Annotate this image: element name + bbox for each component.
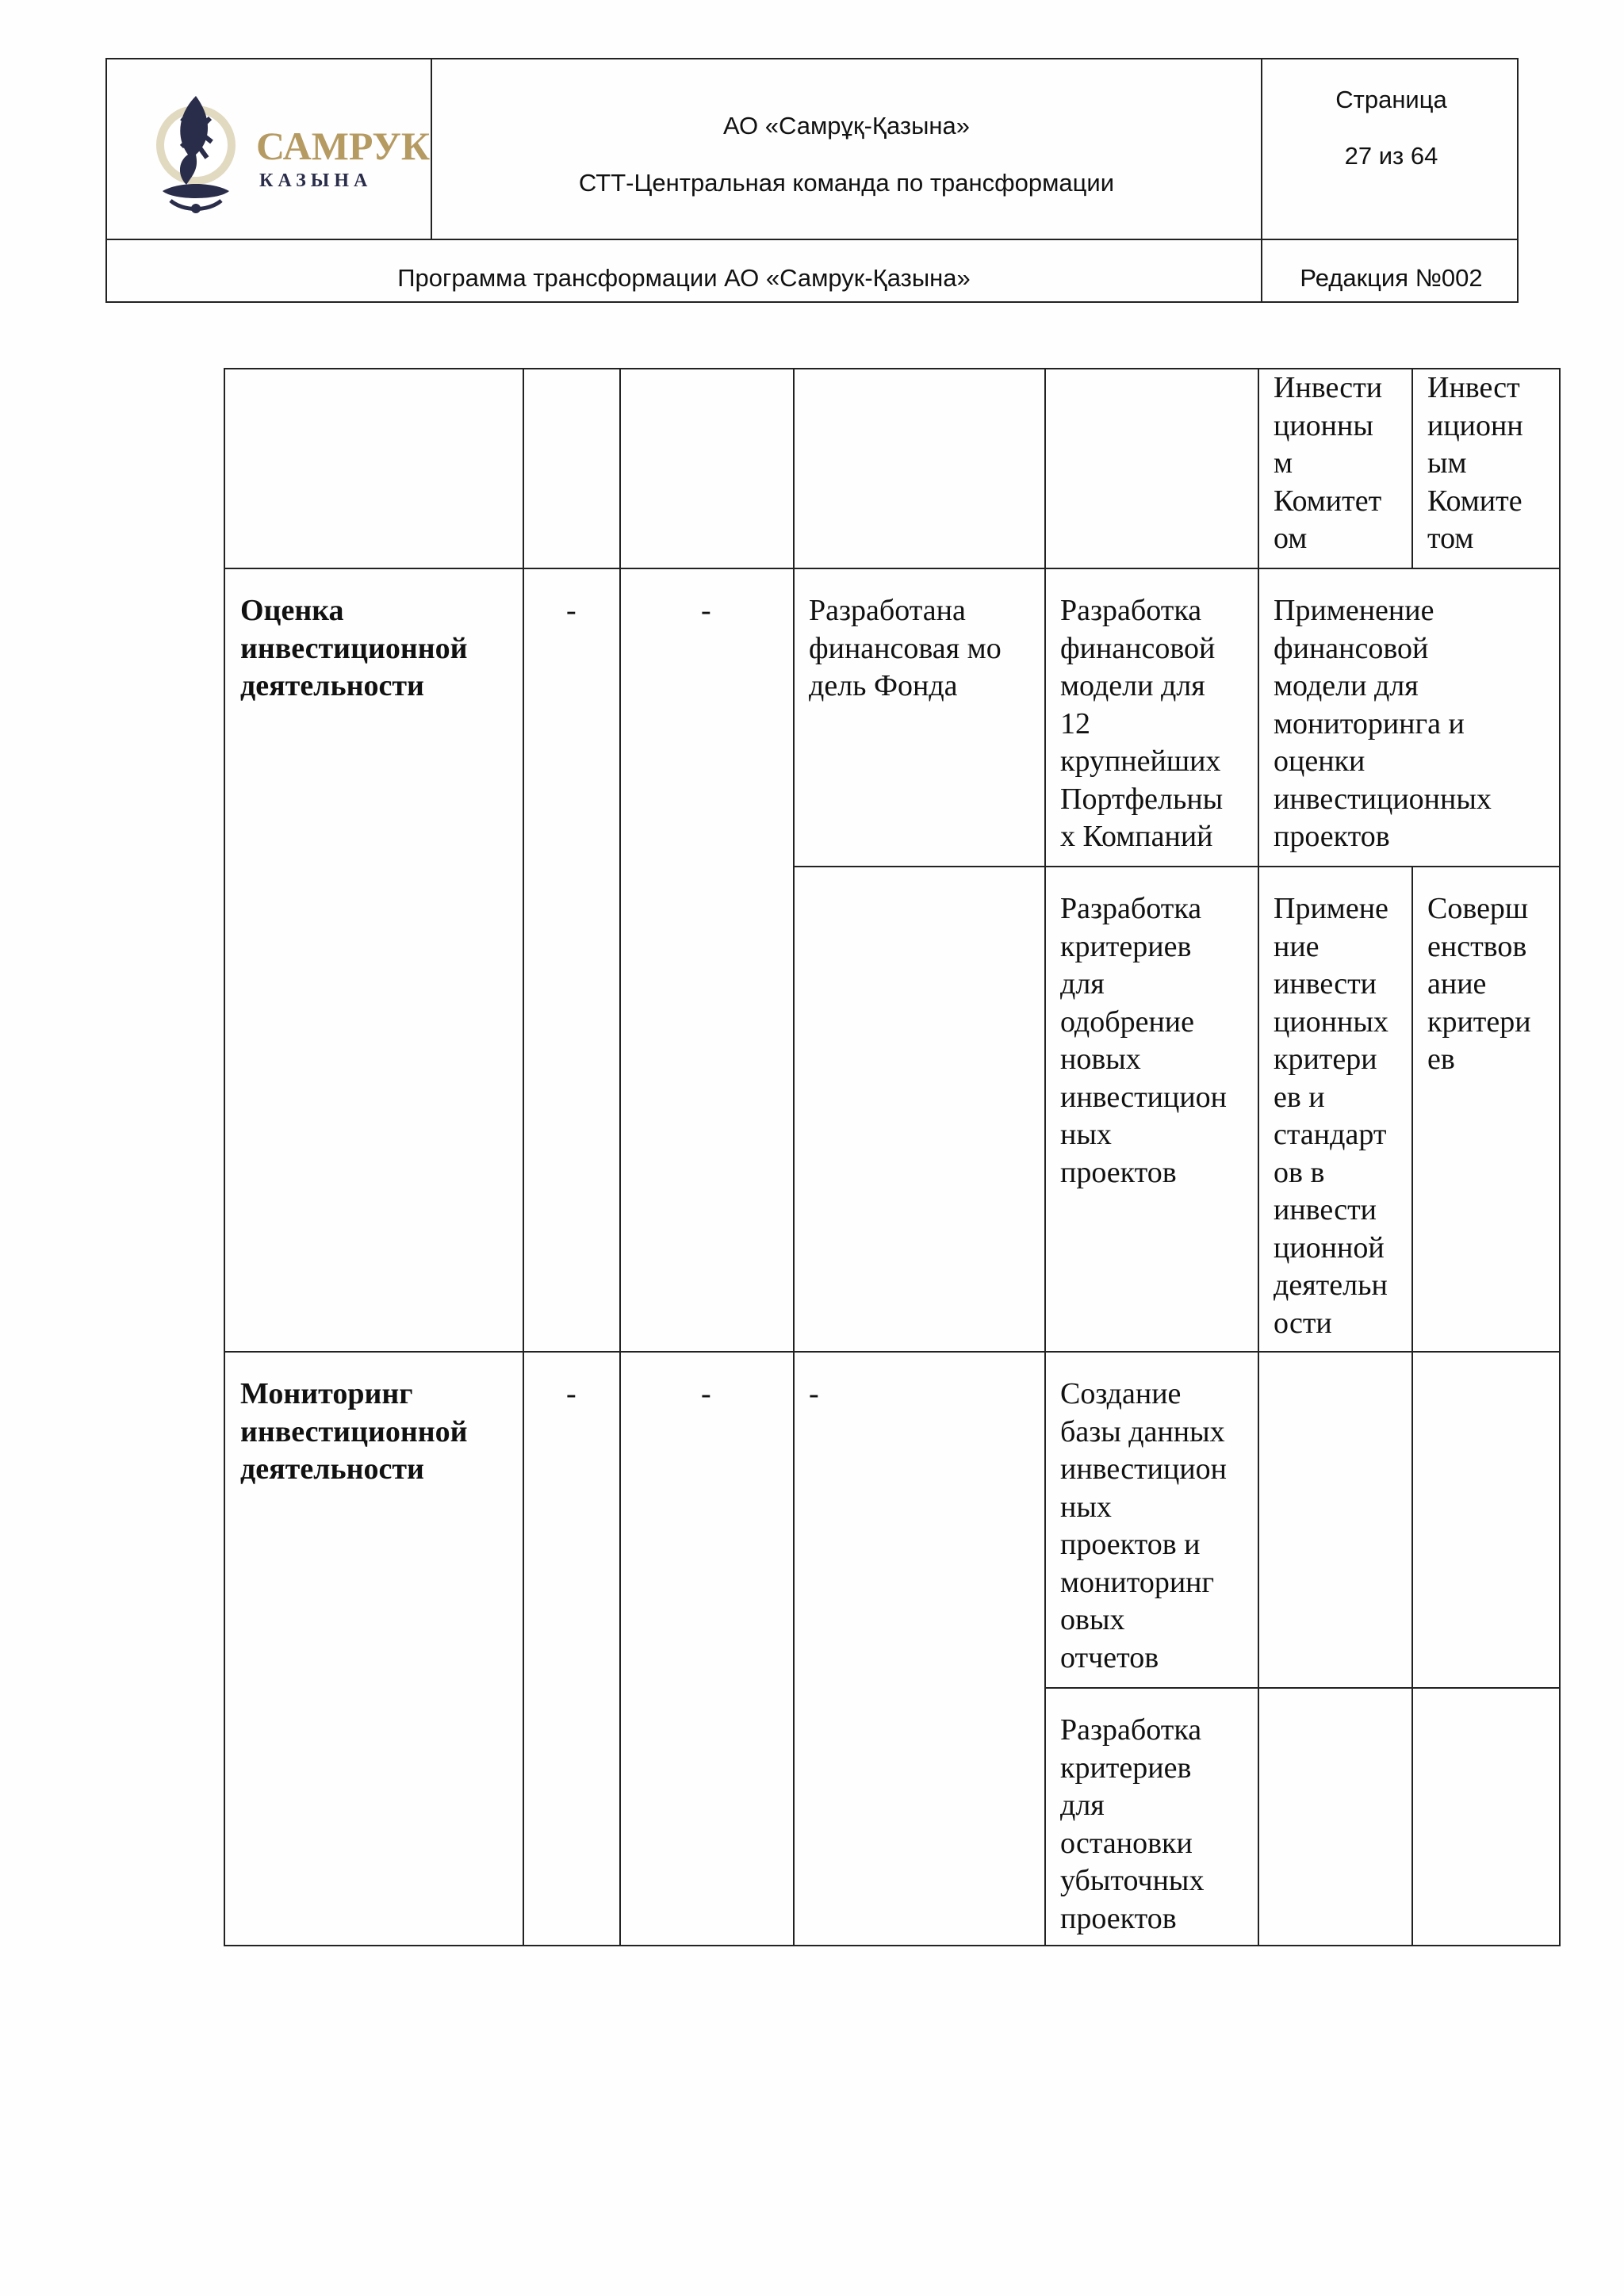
section-title: Мониторинг инвестиционной деятельности (240, 1377, 468, 1486)
table-border (1044, 1687, 1561, 1689)
table-cell: - (809, 1377, 819, 1410)
header-divider (431, 59, 432, 239)
table-border (225, 568, 1561, 569)
header-divider (107, 239, 1517, 240)
table-border (523, 369, 524, 1946)
company-name: АО «Самрұқ-Қазына» (723, 112, 970, 140)
table-border (1258, 369, 1259, 1946)
table-cell: - (566, 594, 576, 627)
table-border (1044, 369, 1046, 1946)
page-label: Страница (1335, 86, 1447, 113)
table-cell: Разработана финансовая мо дель Фонда (809, 594, 1002, 702)
team-name: СТТ-Центральная команда по трансформации (578, 169, 1115, 197)
table-border (793, 369, 795, 1946)
table-border (225, 1351, 1561, 1353)
emblem-icon (156, 96, 236, 213)
table-border (1411, 369, 1413, 569)
revision-number: Редакция №002 (1300, 264, 1483, 292)
table-cell: Примене ние инвести ционных критери ев и стандарт ов в инвести ционной деятельн ости (1274, 892, 1388, 1340)
section-title: Оценка инвестиционной деятельности (240, 594, 468, 702)
table-cell: Инвести ционны м Комитет ом (1274, 371, 1383, 555)
table-cell: Разработка финансовой модели для 12 крупнейших Портфельны х Компаний (1060, 594, 1224, 853)
samruk-kazyna-logo (147, 82, 431, 220)
table-cell: Применение финансовой модели для мониторинга и оценки инвестиционных проектов (1274, 594, 1492, 853)
transformation-table (224, 368, 1561, 1946)
table-cell: Соверш енствов ание критери ев (1427, 892, 1531, 1076)
table-cell: Создание базы данных инвестицион ных проектов и мониторинг овых отчетов (1060, 1377, 1228, 1674)
table-cell: - (701, 1377, 711, 1410)
table-cell: Разработка критериев для одобрение новых инвестицион ных проектов (1060, 892, 1228, 1189)
program-title: Программа трансформации АО «Самрук-Қазына» (397, 264, 971, 292)
logo-wordmark: САМРУК (256, 124, 431, 168)
table-cell: Разработка критериев для остановки убыточных проектов (1060, 1713, 1205, 1935)
table-border (793, 866, 1561, 867)
document-header (105, 58, 1519, 303)
page-number: 27 из 64 (1344, 142, 1438, 170)
table-cell: - (566, 1377, 576, 1410)
table-border (619, 369, 621, 1946)
table-border (1411, 866, 1413, 1946)
logo-subtext: КАЗЫНА (259, 170, 373, 191)
table-cell: - (701, 594, 711, 627)
table-cell: Инвест иционн ым Комите том (1427, 371, 1523, 555)
